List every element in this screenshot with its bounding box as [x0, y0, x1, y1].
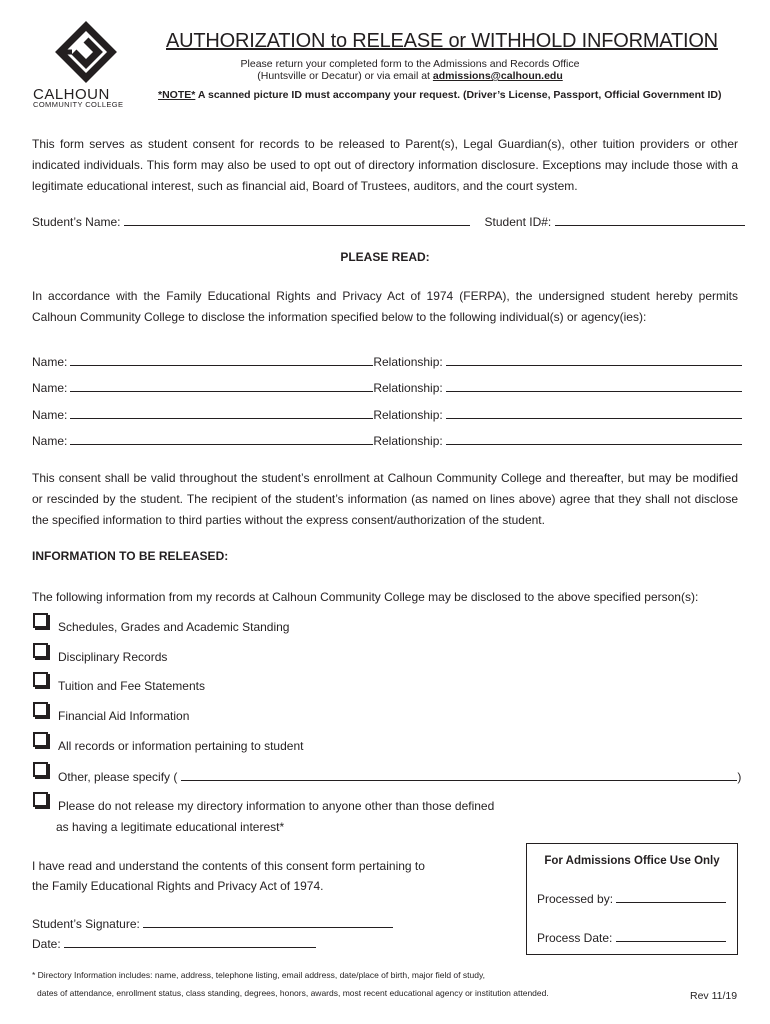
signature-field[interactable]	[143, 916, 393, 928]
processed-by-label: Processed by:	[537, 892, 614, 906]
date-label: Date:	[32, 937, 61, 951]
relationship-field[interactable]	[446, 380, 742, 392]
recipient-row-4	[32, 433, 738, 448]
processed-by-field[interactable]	[616, 891, 726, 903]
info-released-heading: INFORMATION TO BE RELEASED:	[32, 549, 229, 563]
label-withhold-directory: Please do not release my directory information to anyone other than those defined	[58, 799, 495, 813]
return-instructions-line2: (Huntsville or Decatur) or via email at admissions@calhoun.edu	[257, 70, 563, 82]
recipient-name-field[interactable]	[70, 407, 373, 419]
process-date-label: Process Date:	[537, 931, 613, 945]
revision-label: Rev 11/19	[690, 990, 738, 1002]
checkbox-disciplinary[interactable]	[33, 643, 48, 658]
office-use-title: For Admissions Office Use Only	[544, 855, 720, 867]
admissions-email-link[interactable]: admissions@calhoun.edu	[432, 70, 563, 82]
recipient-name-label: Name:	[32, 381, 68, 395]
signature-label: Student’s Signature:	[32, 917, 140, 931]
label-disciplinary: Disciplinary Records	[58, 650, 168, 664]
recipient-name-field[interactable]	[70, 380, 373, 392]
logo-name: CALHOUN	[33, 86, 110, 103]
recipient-name-field[interactable]	[70, 433, 373, 445]
label-schedules: Schedules, Grades and Academic Standing	[58, 620, 290, 634]
return-instructions-line1: Please return your completed form to the Admissions and Records Office	[240, 58, 580, 70]
acknowledge-line2: the Family Educational Rights and Privacy Act of 1974.	[32, 879, 324, 893]
recipient-row-2	[32, 380, 738, 395]
recipient-name-label: Name:	[32, 408, 68, 422]
label-other: Other, please specify ( )	[58, 770, 742, 784]
intro-paragraph: This form serves as student consent for records to be released to Parent(s), Legal Guardian(s), other tuition providers or other indicated individuals. This form may also be used to opt out of directory information disclosure. Exceptions may include those with a legitimate educational interest, such as financial aid, Board of Trustees, auditors, and the court system.	[32, 137, 738, 193]
acknowledge-line1: I have read and understand the contents of this consent form pertaining to	[32, 859, 425, 873]
student-id-field[interactable]	[555, 214, 745, 226]
process-date-field[interactable]	[616, 930, 726, 942]
id-note: *NOTE* A scanned picture ID must accompany your request. (Driver’s License, Passport, Official Government ID)	[158, 89, 722, 101]
recipient-row-3	[32, 407, 738, 422]
relationship-label: Relationship:	[373, 381, 443, 395]
form-title: AUTHORIZATION to RELEASE or WITHHOLD INFORMATION	[166, 30, 718, 52]
student-id-label: Student ID#:	[484, 215, 552, 229]
checkbox-financial-aid[interactable]	[33, 702, 48, 717]
relationship-label: Relationship:	[373, 434, 443, 448]
other-specify-field[interactable]	[181, 769, 737, 781]
label-financial-aid: Financial Aid Information	[58, 709, 190, 723]
info-intro: The following information from my records at Calhoun Community College may be disclosed to the above specified person(s):	[32, 590, 699, 604]
label-all-records: All records or information pertaining to student	[58, 739, 304, 753]
checkbox-tuition[interactable]	[33, 672, 48, 687]
relationship-field[interactable]	[446, 433, 742, 445]
relationship-label: Relationship:	[373, 355, 443, 369]
student-name-label: Student’s Name:	[32, 215, 121, 229]
recipient-name-field[interactable]	[70, 354, 373, 366]
checkbox-other[interactable]	[33, 762, 48, 777]
office-use-box	[526, 843, 738, 955]
label-tuition: Tuition and Fee Statements	[58, 679, 205, 693]
checkbox-schedules[interactable]	[33, 613, 48, 628]
checkbox-withhold-directory[interactable]	[33, 792, 48, 807]
relationship-field[interactable]	[446, 354, 742, 366]
signature-row	[32, 916, 432, 931]
relationship-field[interactable]	[446, 407, 742, 419]
student-info-row	[32, 214, 738, 229]
consent-paragraph: This consent shall be valid throughout the student’s enrollment at Calhoun Community College and thereafter, but may be modified or rescinded by the student. The recipient of the student’s information (as named on lines above) agree that they shall not disclose the specified information to third parties without the express consent/authorization of the student.	[32, 471, 738, 527]
date-field[interactable]	[64, 936, 316, 948]
recipient-name-label: Name:	[32, 434, 68, 448]
checkbox-all-records[interactable]	[33, 732, 48, 747]
processed-by-row	[537, 891, 726, 906]
date-row	[32, 936, 432, 951]
footnote-line1: * Directory Information includes: name, address, telephone listing, email address, date/place of birth, major field of study,	[32, 970, 485, 980]
process-date-row	[537, 930, 726, 945]
relationship-label: Relationship:	[373, 408, 443, 422]
ferpa-paragraph: In accordance with the Family Educational Rights and Privacy Act of 1974 (FERPA), the undersigned student hereby permits Calhoun Community College to disclose the information specified below to the following individual(s) or agency(ies):	[32, 289, 738, 324]
logo-subtitle: COMMUNITY COLLEGE	[33, 100, 124, 109]
label-withhold-directory-cont: as having a legitimate educational interest*	[56, 820, 285, 834]
recipient-row-1	[32, 354, 738, 369]
student-name-field[interactable]	[124, 214, 470, 226]
footnote-line2: dates of attendance, enrollment status, class standing, degrees, honors, awards, most recent educational agency or institution attended.	[37, 988, 549, 998]
recipient-name-label: Name:	[32, 355, 68, 369]
please-read-heading: PLEASE READ:	[340, 250, 430, 264]
